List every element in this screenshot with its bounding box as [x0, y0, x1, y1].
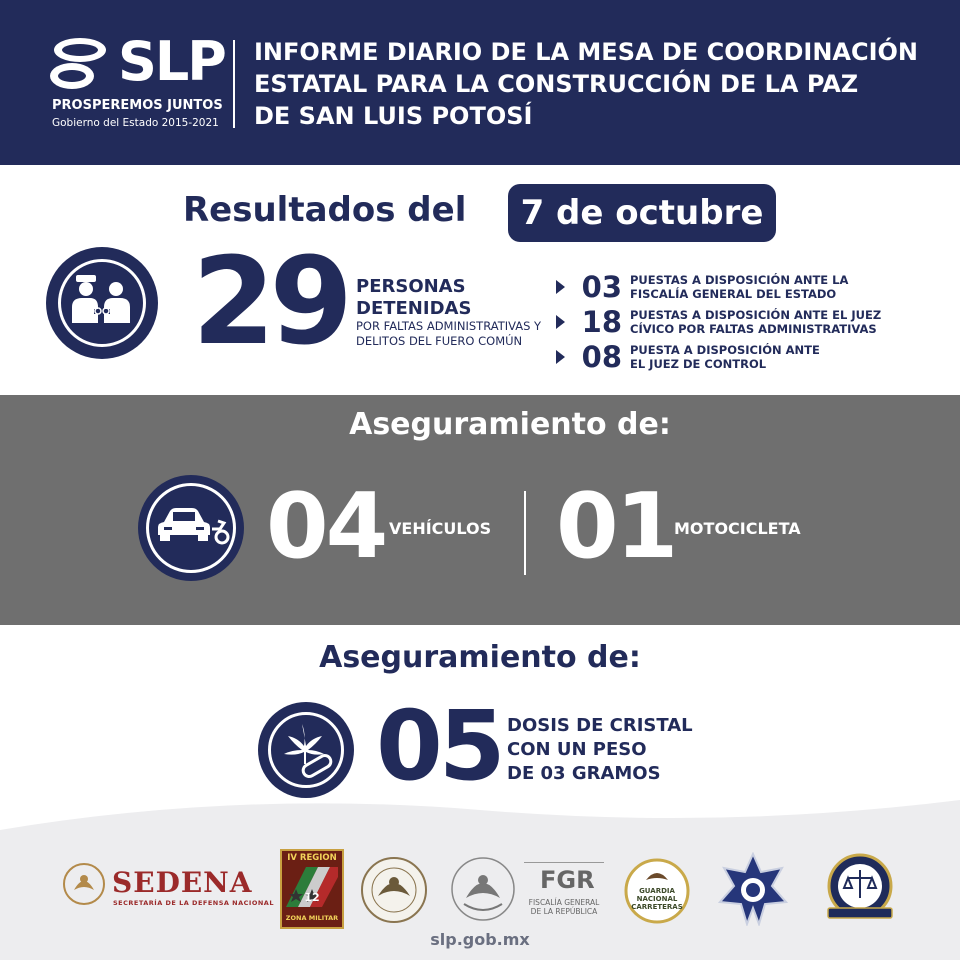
arrow-right-icon	[556, 280, 565, 294]
drug-desc-line: DOSIS DE CRISTAL	[507, 715, 693, 736]
vehicle-count: 04	[266, 474, 386, 579]
zona-label: ZONA MILITAR	[285, 914, 339, 922]
disposition-count: 03	[581, 270, 622, 304]
slp-logo	[48, 30, 225, 134]
zona-number: 12	[304, 891, 320, 904]
disposition-text-line: PUESTA A DISPOSICIÓN ANTE	[630, 343, 820, 357]
disposition-count: 18	[581, 305, 622, 339]
header-banner	[0, 0, 960, 165]
fgr-logo-text: FGR	[540, 866, 595, 894]
report-title	[254, 36, 934, 132]
guardia-nacional-seal-icon	[360, 856, 428, 924]
motorcycle-label: MOTOCICLETA	[674, 519, 801, 538]
vehicles-section	[0, 395, 960, 625]
guardia-text-line: NACIONAL	[636, 895, 678, 903]
disposition-text	[630, 273, 910, 301]
disposition-count: 08	[581, 340, 622, 374]
vehicles-title: Aseguramiento de:	[349, 407, 671, 442]
mexico-national-seal-icon	[450, 856, 516, 922]
detained-title-line: PERSONAS	[356, 276, 466, 297]
report-title-line: INFORME DIARIO DE LA MESA DE COORDINACIÓN	[254, 38, 919, 66]
site-url: slp.gob.mx	[430, 930, 530, 949]
mexico-eagle-seal-icon	[62, 862, 106, 906]
disposition-text-line: CÍVICO POR FALTAS ADMINISTRATIVAS	[630, 322, 877, 336]
vehicles-divider	[524, 491, 526, 575]
detained-count: 29	[192, 233, 347, 372]
fiscalia-estado-seal-icon	[822, 852, 898, 924]
drug-description	[507, 714, 727, 786]
zona-militar-badge	[280, 849, 344, 929]
disposition-text-line: FISCALÍA GENERAL DEL ESTADO	[630, 287, 837, 301]
motorcycle-count: 01	[556, 474, 676, 579]
drug-desc-line: CON UN PESO	[507, 739, 647, 760]
disposition-text	[630, 343, 910, 371]
logo-government: Gobierno del Estado 2015-2021	[52, 117, 219, 129]
car-motorcycle-icon	[138, 475, 244, 581]
drug-dose-count: 05	[376, 690, 502, 802]
drugs-icon	[258, 702, 354, 798]
disposition-text-line: PUESTAS A DISPOSICIÓN ANTE EL JUEZ	[630, 308, 882, 322]
disposition-text-line: EL JUEZ DE CONTROL	[630, 357, 767, 371]
disposition-text	[630, 308, 910, 336]
fgr-subtitle-line: DE LA REPÚBLICA	[530, 907, 598, 916]
drug-desc-line: DE 03 GRAMOS	[507, 763, 661, 784]
sedena-subtitle: SECRETARÍA DE LA DEFENSA NACIONAL	[113, 899, 274, 907]
detention-icon	[46, 247, 158, 359]
detained-subtitle	[356, 319, 556, 349]
disposition-text-line: PUESTAS A DISPOSICIÓN ANTE LA	[630, 273, 849, 287]
report-title-line: DE SAN LUIS POTOSÍ	[254, 102, 533, 130]
vehicle-label: VEHÍCULOS	[389, 519, 492, 538]
report-title-line: ESTATAL PARA LA CONSTRUCCIÓN DE LA PAZ	[254, 70, 859, 98]
fgr-subtitle-line: FISCALÍA GENERAL	[528, 898, 600, 907]
detained-sub-line: DELITOS DEL FUERO COMÚN	[356, 334, 523, 348]
sedena-logo-text: SEDENA	[112, 866, 253, 899]
header-divider	[233, 40, 235, 128]
detained-sub-line: POR FALTAS ADMINISTRATIVAS Y	[356, 319, 542, 333]
detained-title	[356, 276, 556, 320]
arrow-right-icon	[556, 315, 565, 329]
police-star-badge-icon	[718, 852, 788, 926]
logo-word: SLP	[118, 30, 225, 93]
drugs-title: Aseguramiento de:	[319, 640, 641, 675]
arrow-right-icon	[556, 350, 565, 364]
guardia-text-line: GUARDIA	[639, 887, 675, 895]
fgr-rule	[524, 862, 604, 863]
date-badge: 7 de octubre	[508, 184, 776, 242]
detained-title-line: DETENIDAS	[356, 298, 472, 319]
results-title: Resultados del	[183, 190, 467, 230]
region-label: IV REGION	[287, 853, 337, 863]
fgr-subtitle	[524, 898, 604, 916]
guardia-text-line: CARRETERAS	[631, 903, 683, 911]
logo-tagline: PROSPEREMOS JUNTOS	[52, 98, 223, 113]
slp-logo-mark-icon	[50, 34, 122, 94]
guardia-carreteras-text	[628, 887, 686, 911]
